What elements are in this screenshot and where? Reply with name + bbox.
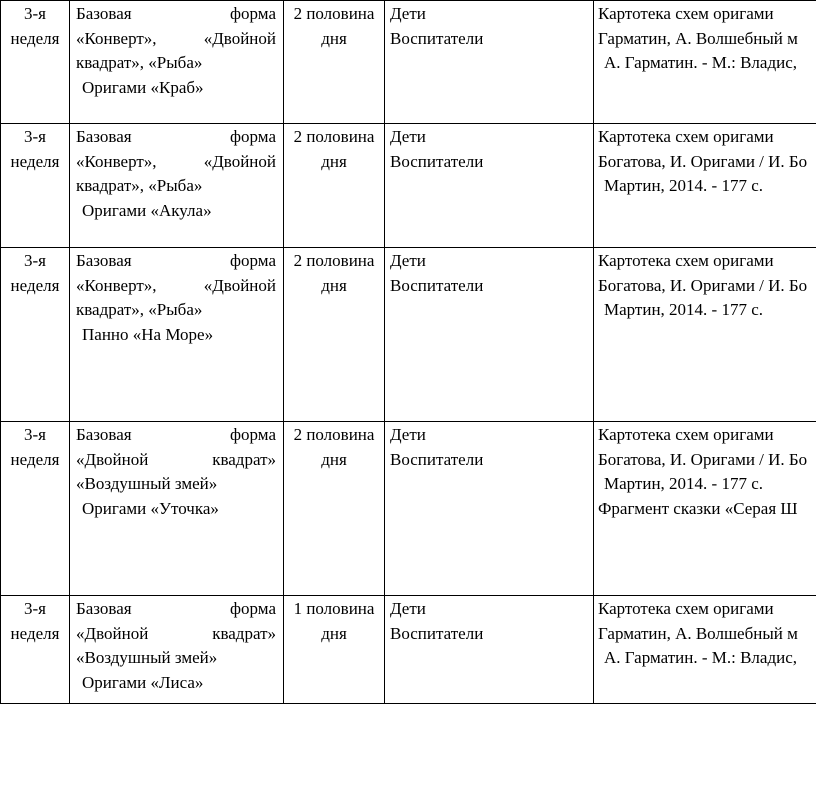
theme-cell [70,422,284,596]
literature-text: Богатова, И. Оригами / И. Бо [598,449,808,469]
literature-cell [594,422,816,596]
time-cell [284,596,385,704]
activity-title: Оригами «Акула» [82,200,212,220]
literature-text: Гарматин, А. Волшебный м [598,623,798,643]
participant-text: Воспитатели [390,449,484,469]
week-cell [1,248,70,422]
week-text: 3-я [24,4,46,23]
literature-text: А. Гарматин. - М.: Владис, [604,53,798,72]
participant-text: Воспитатели [390,28,484,48]
theme-text: квадрат», «Рыба» [76,53,203,72]
theme-word: «Двойной [203,151,276,171]
week-text: 3-я [24,425,46,444]
theme-justified-line [76,448,276,473]
week-cell [1,1,70,124]
time-cell [284,124,385,248]
literature-text: Фрагмент сказки «Серая Ш [598,498,798,518]
table-row [1,596,816,704]
literature-text: Картотека схем оригами [598,4,774,23]
theme-word: форма [230,251,276,270]
time-text: дня [321,275,347,295]
theme-text: квадрат», «Рыба» [76,176,203,195]
theme-word: «Двойной [203,28,276,48]
theme-justified-line [76,597,276,622]
literature-text: Богатова, И. Оригами / И. Бо [598,151,808,171]
participant-text: Дети [390,599,426,618]
theme-justified-line [76,274,276,299]
activity-title: Панно «На Море» [82,324,214,344]
table-row [1,422,816,596]
participant-text: Дети [390,127,426,146]
theme-cell [70,248,284,422]
literature-text: Мартин, 2014. - 177 с. [604,176,764,195]
table-row [1,248,816,422]
theme-word: «Конверт», [76,151,157,171]
time-text: дня [321,449,347,469]
week-text: неделя [10,623,60,643]
participant-text: Дети [390,4,426,23]
theme-justified-line [76,2,276,27]
theme-justified-line [76,249,276,274]
theme-justified-line [76,125,276,150]
literature-text: Картотека схем оригами [598,425,774,444]
theme-word: Базовая [76,4,132,23]
theme-word: «Конверт», [76,275,157,295]
theme-word: квадрат» [212,623,276,643]
time-text: 1 половина [293,599,375,618]
week-text: 3-я [24,127,46,146]
time-cell [284,248,385,422]
activity-title: Оригами «Лиса» [82,672,204,692]
week-cell [1,124,70,248]
theme-word: «Двойной [76,449,149,469]
literature-text: Гарматин, А. Волшебный м [598,28,798,48]
literature-text: Мартин, 2014. - 177 с. [604,300,764,319]
theme-text: «Воздушный змей» [76,474,218,493]
week-cell [1,422,70,596]
participants-cell [385,1,594,124]
literature-text: Мартин, 2014. - 177 с. [604,474,764,493]
theme-word: «Двойной [203,275,276,295]
theme-word: Базовая [76,599,132,618]
participants-cell [385,248,594,422]
theme-justified-line [76,622,276,647]
theme-word: квадрат» [212,449,276,469]
week-text: неделя [10,28,60,48]
table-row [1,1,816,124]
literature-cell [594,248,816,422]
theme-word: форма [230,599,276,618]
theme-word: форма [230,425,276,444]
participant-text: Воспитатели [390,623,484,643]
participants-cell [385,422,594,596]
week-text: неделя [10,151,60,171]
theme-word: форма [230,127,276,146]
participants-cell [385,596,594,704]
week-text: 3-я [24,251,46,270]
theme-word: «Двойной [76,623,149,643]
participant-text: Дети [390,251,426,270]
time-text: дня [321,151,347,171]
theme-justified-line [76,27,276,52]
literature-cell [594,124,816,248]
week-text: 3-я [24,599,46,618]
literature-cell [594,596,816,704]
time-text: дня [321,28,347,48]
literature-text: Картотека схем оригами [598,599,774,618]
literature-text: Картотека схем оригами [598,127,774,146]
participants-cell [385,124,594,248]
participant-text: Воспитатели [390,275,484,295]
theme-cell [70,124,284,248]
theme-word: Базовая [76,127,132,146]
time-cell [284,422,385,596]
time-text: 2 половина [293,251,375,270]
theme-cell [70,1,284,124]
table-row [1,124,816,248]
literature-text: Богатова, И. Оригами / И. Бо [598,275,808,295]
theme-justified-line [76,423,276,448]
activity-title: Оригами «Краб» [82,77,204,97]
time-text: дня [321,623,347,643]
participant-text: Дети [390,425,426,444]
theme-word: Базовая [76,425,132,444]
literature-text: А. Гарматин. - М.: Владис, [604,648,798,667]
time-cell [284,1,385,124]
activity-title: Оригами «Уточка» [82,498,219,518]
theme-text: «Воздушный змей» [76,648,218,667]
literature-text: Картотека схем оригами [598,251,774,270]
theme-word: форма [230,4,276,23]
participant-text: Воспитатели [390,151,484,171]
theme-text: квадрат», «Рыба» [76,300,203,319]
time-text: 2 половина [293,127,375,146]
time-text: 2 половина [293,425,375,444]
time-text: 2 половина [293,4,375,23]
theme-word: «Конверт», [76,28,157,48]
week-text: неделя [10,449,60,469]
week-text: неделя [10,275,60,295]
theme-justified-line [76,150,276,175]
theme-cell [70,596,284,704]
literature-cell [594,1,816,124]
table-body [1,1,816,704]
week-cell [1,596,70,704]
theme-word: Базовая [76,251,132,270]
